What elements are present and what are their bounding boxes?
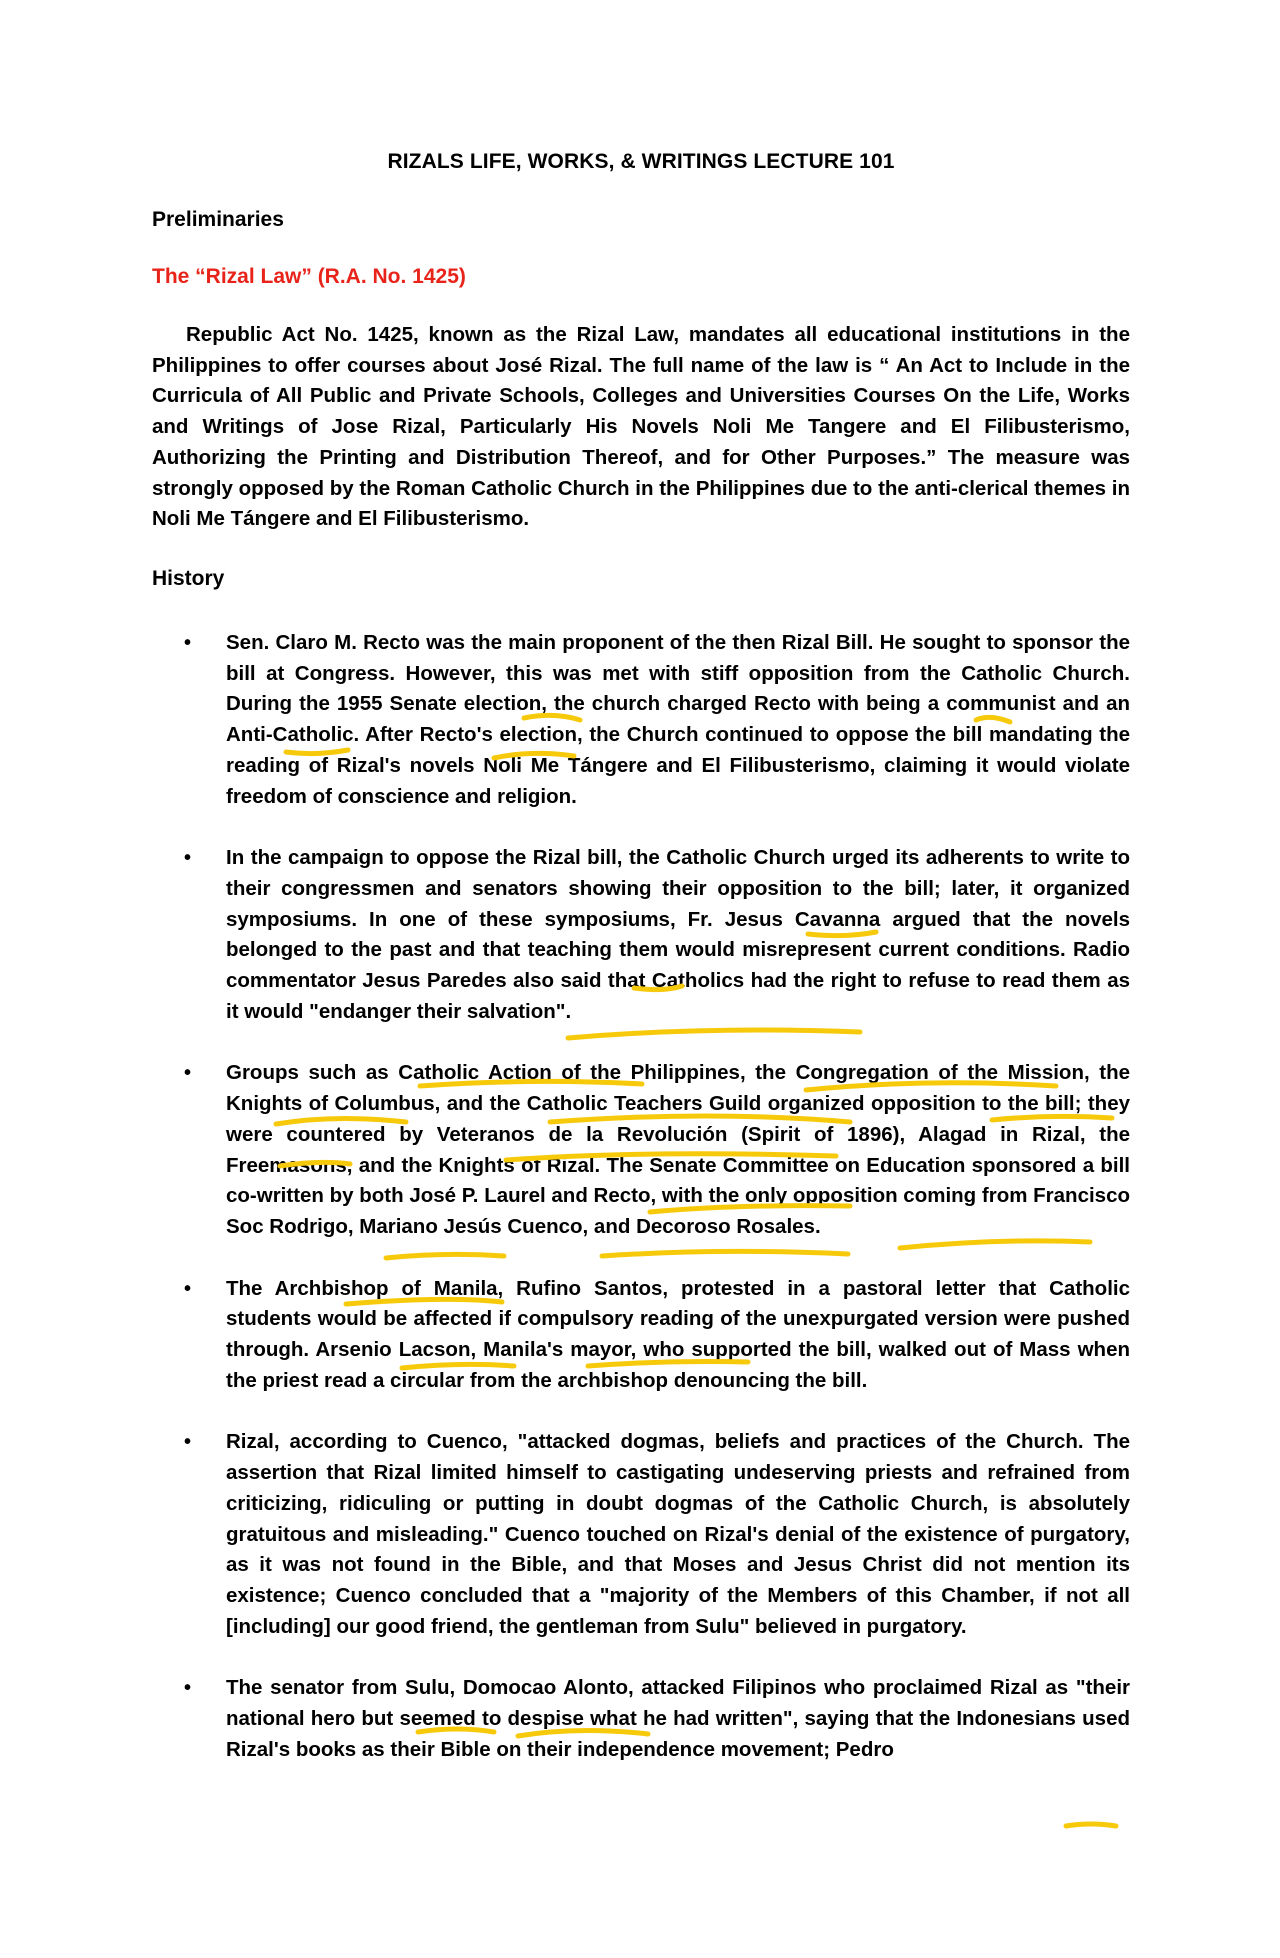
- bullet-icon: •: [184, 1277, 192, 1300]
- document-title: RIZALS LIFE, WORKS, & WRITINGS LECTURE 101: [387, 150, 895, 173]
- heading-preliminaries: Preliminaries: [152, 208, 284, 231]
- bullet-icon: •: [184, 847, 192, 870]
- bullet-icon: •: [184, 1062, 192, 1085]
- list-item-text: The senator from Sulu, Domocao Alonto, attacked Filipinos who proclaimed Rizal as "their national hero but seemed to despise what he had written", saying that the Indonesians used Rizal's books as their Bible on their independence movement; Pedro: [226, 1676, 1130, 1761]
- list-item: [152, 1673, 1130, 1765]
- highlight-stroke: [1066, 1824, 1116, 1826]
- list-item: [152, 1274, 1130, 1397]
- list-item: [152, 1427, 1130, 1642]
- list-item-text: Rizal, according to Cuenco, "attacked dogmas, beliefs and practices of the Church. The assertion that Rizal limited himself to castigating undeserving priests and refrained from criticizing, ridiculing or putting in doubt dogmas of the Catholic Church, is absolutely gratuitous and misleading." Cuenco touched on Rizal's denial of the existence of purgatory, as it was not found in the Bible, and that Moses and Jesus Christ did not mention its existence; Cuenco concluded that a "majority of the Members of this Chamber, if not all [including] our good friend, the gentleman from Sulu" believed in purgatory.: [226, 1430, 1130, 1638]
- bullet-icon: •: [184, 1431, 192, 1454]
- list-item-text: The Archbishop of Manila, Rufino Santos, protested in a pastoral letter that Catholic students would be affected if compulsory reading of the unexpurgated version were pushed through. Arsenio Lacson, Manila's mayor, who supported the bill, walked out of Mass when the priest read a circular from the archbishop denouncing the bill.: [226, 1276, 1130, 1392]
- list-item-text: Groups such as Catholic Action of the Philippines, the Congregation of the Mission, the Knights of Columbus, and the Catholic Teachers Guild organized opposition to the bill; they were countered by Veteranos de la Revolución (Spirit of 1896), Alagad in Rizal, the Freemasons, and the Knights of Rizal. The Senate Committee on Education sponsored a bill co-written by both José P. Laurel and Recto, with the only opposition coming from Francisco Soc Rodrigo, Mariano Jesús Cuenco, and Decoroso Rosales.: [226, 1061, 1130, 1238]
- list-item: [152, 628, 1130, 812]
- bullet-icon: •: [184, 1677, 192, 1700]
- list-item-text: In the campaign to oppose the Rizal bill, the Catholic Church urged its adherents to write to their congressmen and senators showing their opposition to the bill; later, it organized symposiums. In one of these symposiums, Fr. Jesus Cavanna argued that the novels belonged to the past and that teaching them would misrepresent current conditions. Radio commentator Jesus Paredes also said that Catholics had the right to refuse to read them as it would "endanger their salvation".: [226, 846, 1130, 1023]
- list-item-text: Sen. Claro M. Recto was the main proponent of the then Rizal Bill. He sought to sponsor the bill at Congress. However, this was met with stiff opposition from the Catholic Church. During the 1955 Senate election, the church charged Recto with being a communist and an Anti-Catholic. After Recto's election, the Church continued to oppose the bill mandating the reading of Rizal's novels Noli Me Tángere and El Filibusterismo, claiming it would violate freedom of conscience and religion.: [226, 631, 1130, 808]
- intro-paragraph: Republic Act No. 1425, known as the Rizal Law, mandates all educational institutions in the Philippines to offer courses about José Rizal. The full name of the law is “ An Act to Include in the Curricula of All Public and Private Schools, Colleges and Universities Courses On the Life, Works and Writings of Jose Rizal, Particularly His Novels Noli Me Tangere and El Filibusterismo, Authorizing the Printing and Distribution Thereof, and for Other Purposes.” The measure was strongly opposed by the Roman Catholic Church in the Philippines due to the anti-clerical themes in Noli Me Tángere and El Filibusterismo.: [152, 323, 1130, 531]
- bullet-icon: •: [184, 632, 192, 654]
- list-item: [152, 1058, 1130, 1242]
- heading-rizal-law: The “Rizal Law” (R.A. No. 1425): [152, 265, 466, 288]
- heading-history: History: [152, 567, 225, 590]
- history-list: [152, 628, 1130, 1797]
- list-item: [152, 843, 1130, 1027]
